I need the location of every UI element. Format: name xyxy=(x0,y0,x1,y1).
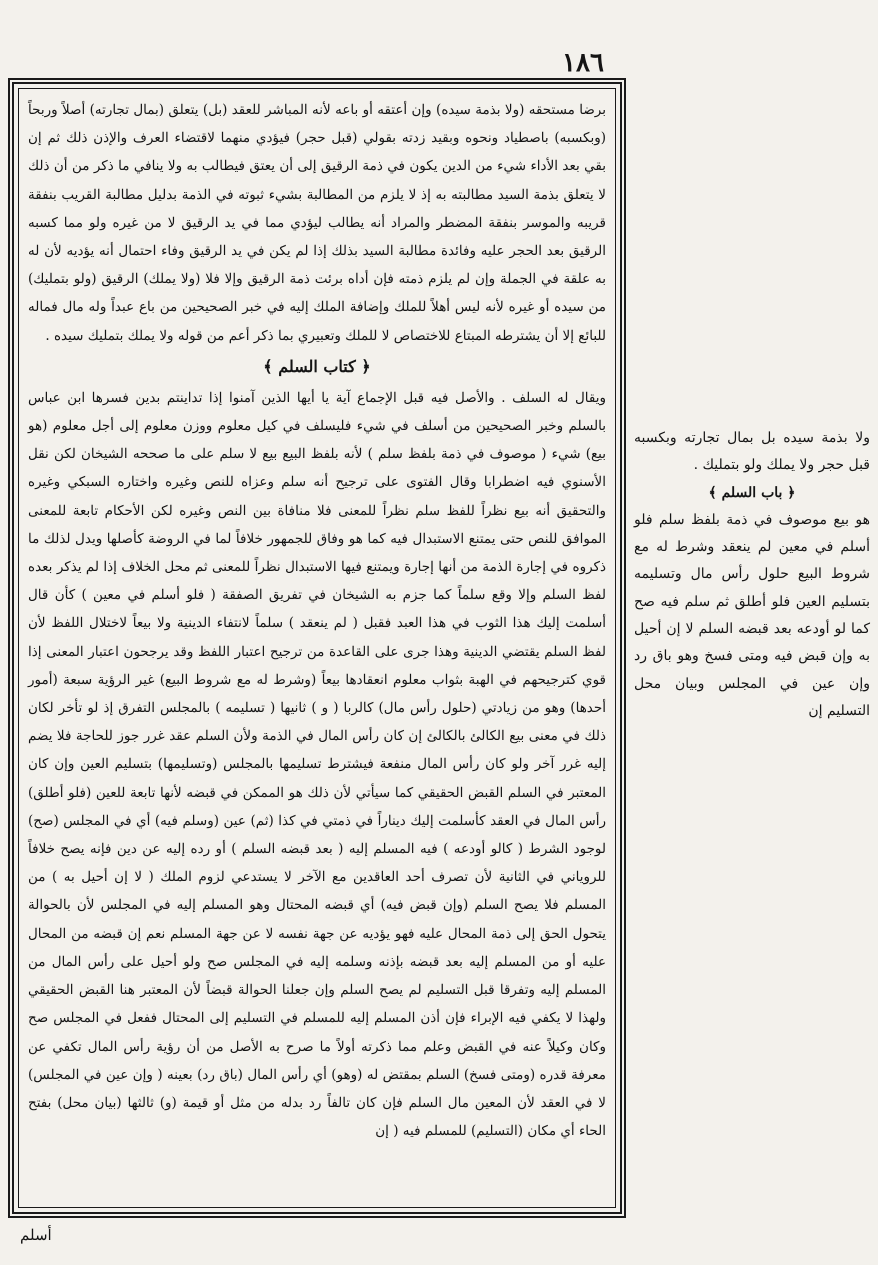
chapter-title: ﴿ كتاب السلم ﴾ xyxy=(263,356,371,376)
page-number: ١٨٦ xyxy=(562,48,604,78)
commentary-paragraph-2: ويقال له السلف . والأصل فيه قبل الإجماع آية يا أيها الذين آمنوا إذا تداينتم بدين فسرها ابن عباس بالسلم وخبر الصحيحين من أسلف في شيء فليسلف في كيل معلوم ووزن معلوم إلى أجل معلوم (هو بيع) شيء ( موصوف في ذمة بلفظ سلم ) لأنه بلفظ البيع بيع لا سلم على ما صححه الشيخان لكن نقل الأسنوي فيه اضطرابا وقال الفتوى على ترجيح أنه سلم وعزاه للنص وغيره واختاره السبكي وغيره والتحقيق أنه بيع نظراً للفظ سلم نظراً للمعنى فلا منافاة بين النص وغيره لكن الأحكام تابعة للمعنى الموافق للنص حتى يمتنع الاستبدال فيه كما هو وفاق للجمهور خلافاً لما في الروضة كأصلها ويدل لذلك ما ذكروه في إجارة الذمة من أنها إجارة ويمتنع فيها الاستبدال نظراً للمعنى ثم محل الخلاف إذا لم يذكر بعده لفظ السلم وإلا وقع سلماً كما جزم به الشيخان في تفريق الصفقة ( فلو أسلم في معين ) كأن قال أسلمت إليك هذا الثوب في هذا العبد فقبل ( لم ينعقد ) سلماً لانتفاء الدينية ولا بيعاً لاختلال اللفظ لأن لفظ السلم يقتضي الدينية وهذا جرى على القاعدة من ترجيح اعتبار اللفظ وقد يرجحون اعتبار المعنى إذا قوي كترجيحهم في الهبة بثواب معلوم انعقادها بيعاً (وشرط له مع شروط البيع) غير الرؤية سبعة (أمور أحدها) وهو من زيادتي (حلول رأس مال) كالربا ( و ) ثانيها ( تسليمه ) بالمجلس التفرق إذ لو تأخر لكان ذلك في معنى بيع الكالئ بالكالئ إن كان رأس المال في الذمة ولأن السلم عقد غرر جوز للحاجة فلا يضم إليه غرر آخر ولو كان رأس المال منفعة فيشترط تسليمها بالمجلس (وتسليمها) بتسليم العين وإن كان المعتبر في السلم القبض الحقيقي كما سيأتي لأن ذلك هو الممكن في قبضه لأنها تابعة للعين (فلو أطلق) رأس المال في العقد كأسلمت إليك ديناراً في ذمتي في كذا (ثم) عين (وسلم فيه) أي في المجلس (صح) لوجود الشرط ( كالو أودعه ) فيه المسلم إليه ( بعد قبضه السلم ) أو رده إليه عن دين فإنه يصح خلافاً للروياني في الثانية لأن تصرف أحد العاقدين مع الآخر لا يستدعي لزوم الملك ( لا إن أحيل به ) من المسلم فلا يصح السلم (وإن قبض فيه) أي قبضه المحتال وهو المسلم إليه في المجلس لأن بالحوالة يتحول الحق إلى ذمة المحال عليه فهو يؤديه عن جهة نفسه لا عن جهة المسلم نعم إن قبضه من المحال عليه أو من المسلم إليه بعد قبضه بإذنه وسلمه إليه في المجلس صح ولو أحيل على رأس المال من المسلم إليه وتفرقا قبل التسليم لم يصح السلم وإن جعلنا الحوالة قبضاً لأن المعتبر هنا القبض الحقيقي ولهذا لا يكفي فيه الإبراء فإن أذن المسلم إليه للمسلم في التسليم إلى المحتال ففعل في المجلس صح وكان وكيلاً عنه في القبض وعلم مما ذكرته أولاً ما صرح به الأصل من أن رؤية رأس المال تكفي عن معرفة قدره (ومتى فسخ) السلم بمقتض له (وهو) أي رأس المال (باق رد) بعينه ( وإن عين في المجلس) لا في العقد لأن المعين مال السلم فإن كان تالفاً رد بدله من مثل أو قيمة (و) ثالثها (بيان محل) بفتح الحاء أي مكان (التسليم) للمسلم فيه ( إن xyxy=(28,389,606,1140)
side-paragraph-2: هو بيع موصوف في ذمة بلفظ سلم فلو أسلم في معين لم ينعقد وشرط له مع شروط البيع حلول رأس مال وتسليمه بتسليم العين فلو أطلق ثم سلم فيه صح كما لو أودعه بعد قبضه السلم لا إن أحيل به وإن قبض فيه ومتى فسخ وهو باق رد وإن عين في المجلس وبيان محل التسليم إن xyxy=(634,511,870,719)
main-text-frame xyxy=(8,78,626,1218)
catchword: أسلم xyxy=(20,1226,52,1244)
side-column xyxy=(634,425,870,725)
side-heading: ﴿ باب السلم ﴾ xyxy=(708,484,796,501)
side-paragraph-1: ولا بذمة سيده بل بمال تجارته وبكسبه قبل حجر ولا يملك ولو بتمليك . xyxy=(634,430,870,474)
commentary-paragraph-1: برضا مستحقه (ولا بذمة سيده) وإن أعتقه أو باعه لأنه المباشر للعقد (بل) يتعلق (بمال تجارته) أصلاً وربحاً (وبكسبه) باصطياد ونحوه وبقيد زدته بقولي (قبل حجر) فيؤدي منهما لاقتضاء العرف والإذن ذلك ثم إن بقي بعد الأداء شيء من الدين يكون في ذمة الرقيق إلى أن يعتق فيطالب به ولا ينافي ما ذكر من أن ذلك لا يتعلق بذمة السيد مطالبته به إذ لا يلزم من المطالبة بشيء ثبوته في الذمة بدليل مطالبة القريب بنفقة قريبه والموسر بنفقة المضطر والمراد أنه يطالب ليؤدي مما في يد الرقيق لا من غيره ولو مما كسبه الرقيق بعد الحجر عليه وفائدة مطالبة السيد بذلك إذا لم يكن في يد الرقيق وفاء احتمال أنه يؤديه لأن له به علقة في الجملة وإن لم يلزم ذمته فإن أداه برئت ذمة الرقيق وإلا فلا (ولا يملك) الرقيق (ولو بتمليك) من سيده أو غيره لأنه ليس أهلاً للملك وإضافة الملك إليه في خبر الصحيحين من باع عبداً وله مال فماله للبائع إلا أن يشترطه المبتاع للاختصاص لا للملك وتعبيري بما ذكر أعم من قوله ولا يملك بتمليك سيده . xyxy=(28,102,606,344)
